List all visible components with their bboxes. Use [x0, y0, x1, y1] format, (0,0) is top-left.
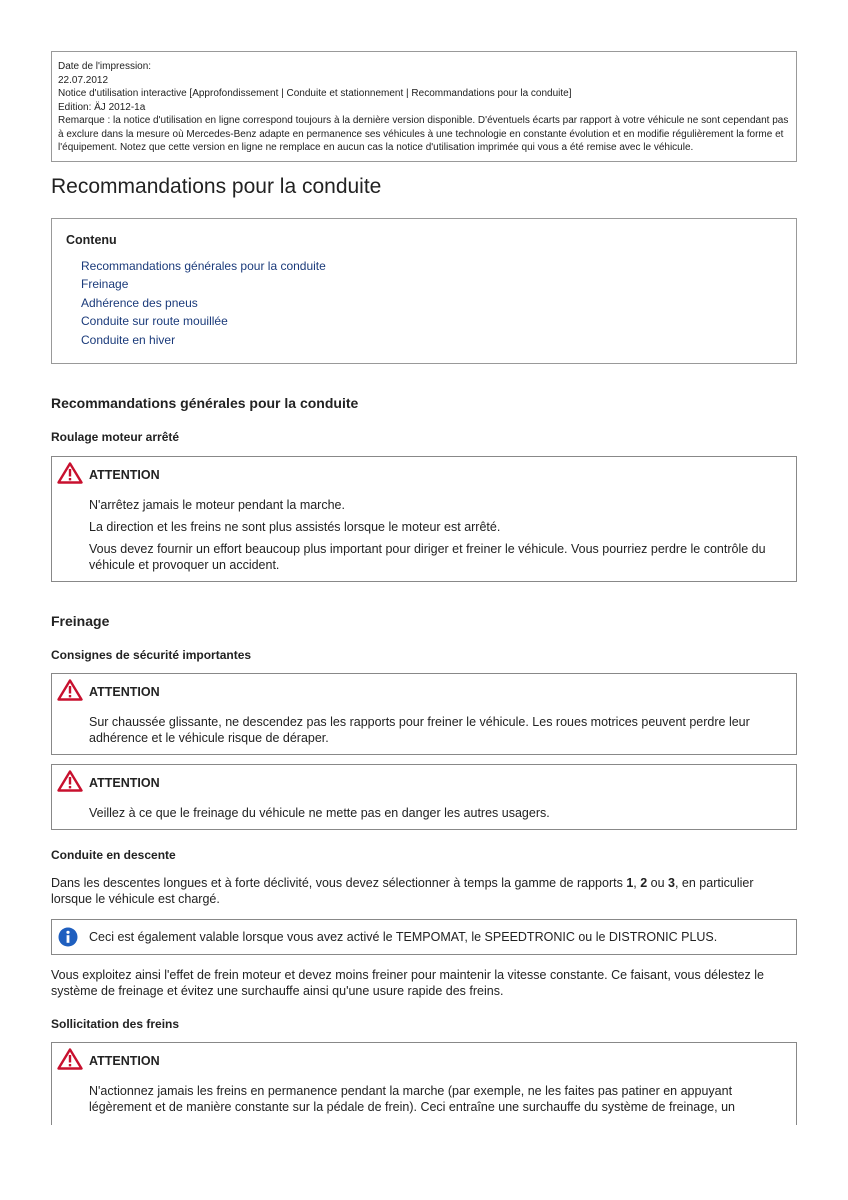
info-box [51, 919, 797, 955]
warning-triangle-icon [57, 462, 83, 484]
toc-title: Contenu [66, 232, 117, 247]
warning-triangle-icon [57, 1048, 83, 1070]
warning-box [51, 456, 797, 582]
print-info-box [51, 51, 797, 162]
warning-label: ATTENTION [89, 775, 160, 790]
info-text: Ceci est également valable lorsque vous avez activé le TEMPOMAT, le SPEEDTRONIC ou le DISTRONIC PLUS. [89, 930, 718, 944]
section-heading-general: Recommandations générales pour la conduite [51, 395, 359, 411]
warning-triangle-icon [57, 770, 83, 792]
breadcrumb: Notice d'utilisation interactive [Approfondissement | Conduite et stationnement | Recommandations pour la conduite] [58, 88, 572, 99]
warning-text: N'actionnez jamais les freins en permanence pendant la marche (par exemple, ne les faites pas patiner en appuyant légèrement et de manière constante sur la pédale de frein). Ceci entraîne une surchauffe du système de freinage, un [89, 1084, 735, 1114]
page-title: Recommandations pour la conduite [51, 174, 382, 198]
engine-brake-paragraph: Vous exploitez ainsi l'effet de frein moteur et devez moins freiner pour maintenir la vitesse constante. Ce faisant, vous délestez le système de freinage et évitez une surchauffe ainsi qu'une usure rapide des freins. [51, 968, 764, 998]
warning-box [51, 673, 797, 755]
warning-triangle-icon [57, 679, 83, 701]
subheading-brake-load: Sollicitation des freins [51, 1017, 180, 1031]
gear-2: 2 [640, 876, 648, 890]
separator: ou [647, 876, 669, 890]
warning-label: ATTENTION [89, 684, 160, 699]
toc-link-wet-road[interactable]: Conduite sur route mouillée [81, 314, 228, 328]
toc-link-general[interactable]: Recommandations générales pour la conduite [81, 258, 326, 273]
separator: , [633, 876, 641, 890]
section-heading-braking: Freinage [51, 613, 110, 629]
page [51, 51, 797, 1125]
edition: Edition: ÄJ 2012-1a [58, 101, 146, 113]
warning-text: N'arrêtez jamais le moteur pendant la marche. [89, 498, 345, 512]
gear-1: 1 [626, 876, 634, 890]
remark: Remarque : la notice d'utilisation en ligne correspond toujours à la dernière version disponible. D'éventuels écarts par rapport à votre véhicule ne sont cependant pas à exclure dans la mesure où Mercedes-Benz adapte en permanence ses véhicules à une technologie en constante évolution et en modifie régulièrement la forme et l'équipement. Notez que cette version en ligne ne remplace en aucun cas la notice d'utilisation imprimée qui vous a été remise avec le véhicule. [58, 115, 789, 153]
subheading-engine-off: Roulage moteur arrêté [51, 430, 180, 444]
warning-text: Sur chaussée glissante, ne descendez pas les rapports pour freiner le véhicule. Les roues motrices peuvent perdre leur adhérence et le véhicule risque de déraper. [89, 715, 750, 745]
toc-link-braking[interactable]: Freinage [81, 277, 129, 291]
warning-label: ATTENTION [89, 1053, 160, 1068]
warning-text: La direction et les freins ne sont plus assistés lorsque le moteur est arrêté. [89, 520, 501, 534]
subheading-descent: Conduite en descente [51, 848, 176, 862]
print-date-label: Date de l'impression: [58, 61, 152, 72]
subheading-safety-notes: Consignes de sécurité importantes [51, 648, 252, 662]
descent-paragraph [51, 875, 797, 907]
warning-text: Veillez à ce que le freinage du véhicule ne mette pas en danger les autres usagers. [89, 806, 550, 820]
toc-link-tyre-grip[interactable]: Adhérence des pneus [81, 295, 198, 310]
warning-text: Vous devez fournir un effort beaucoup plus important pour diriger et freiner le véhicule. Vous pourriez perdre le contrôle du véhicule et provoquer un accident. [89, 542, 766, 572]
gear-3: 3 [668, 876, 675, 890]
toc-link-winter[interactable]: Conduite en hiver [81, 332, 176, 347]
warning-label: ATTENTION [89, 467, 160, 482]
warning-box [51, 764, 797, 830]
warning-box [51, 1042, 797, 1125]
descent-text: , en particulier lorsque le véhicule est chargé. [51, 876, 754, 906]
info-icon [58, 927, 78, 947]
table-of-contents [51, 218, 797, 365]
descent-text: Dans les descentes longues et à forte déclivité, vous devez sélectionner à temps la gamme de rapports [51, 876, 627, 890]
print-date: 22.07.2012 [58, 74, 109, 86]
